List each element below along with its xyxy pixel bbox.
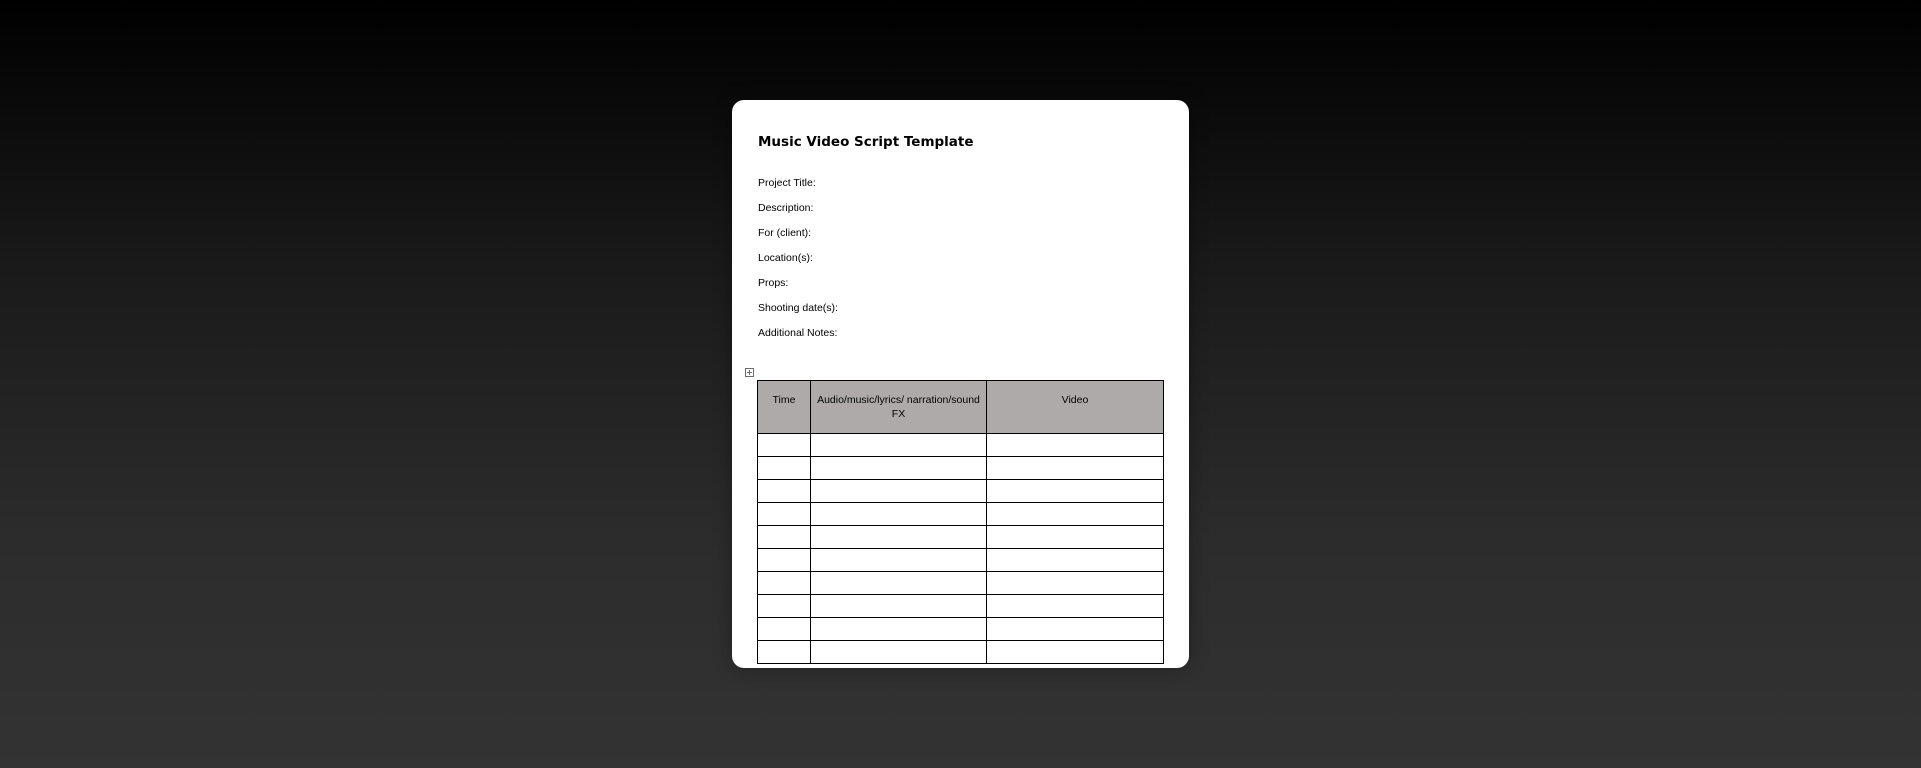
cell-video[interactable] [987, 503, 1164, 526]
field-list [758, 176, 838, 351]
cell-audio[interactable] [811, 641, 987, 664]
table-row [758, 595, 1164, 618]
table-row [758, 572, 1164, 595]
cell-video[interactable] [987, 480, 1164, 503]
cell-time[interactable] [758, 480, 811, 503]
field-shooting-dates: Shooting date(s): [758, 302, 838, 314]
field-description: Description: [758, 202, 814, 214]
field-props: Props: [758, 277, 789, 289]
script-table [757, 380, 1164, 664]
cell-time[interactable] [758, 503, 811, 526]
cell-audio[interactable] [811, 480, 987, 503]
cell-audio[interactable] [811, 618, 987, 641]
cell-video[interactable] [987, 641, 1164, 664]
cell-time[interactable] [758, 641, 811, 664]
cell-time[interactable] [758, 618, 811, 641]
cell-audio[interactable] [811, 434, 987, 457]
cell-audio[interactable] [811, 595, 987, 618]
document-page [732, 100, 1189, 668]
table-body [758, 434, 1164, 664]
cell-time[interactable] [758, 526, 811, 549]
table-header-row [758, 381, 1164, 434]
table-row [758, 549, 1164, 572]
cell-time[interactable] [758, 434, 811, 457]
field-additional-notes: Additional Notes: [758, 327, 838, 339]
table-row [758, 526, 1164, 549]
cell-audio[interactable] [811, 503, 987, 526]
cell-video[interactable] [987, 549, 1164, 572]
table-row [758, 503, 1164, 526]
table-row [758, 618, 1164, 641]
table-row [758, 457, 1164, 480]
field-locations: Location(s): [758, 252, 813, 264]
cell-video[interactable] [987, 595, 1164, 618]
field-project-title: Project Title: [758, 177, 816, 189]
cell-video[interactable] [987, 572, 1164, 595]
cell-time[interactable] [758, 457, 811, 480]
cell-audio[interactable] [811, 572, 987, 595]
cell-audio[interactable] [811, 457, 987, 480]
header-audio: Audio/music/lyrics/ narration/sound FX [811, 381, 987, 434]
cell-video[interactable] [987, 457, 1164, 480]
cell-time[interactable] [758, 595, 811, 618]
document-title: Music Video Script Template [758, 134, 974, 150]
table-row [758, 480, 1164, 503]
cell-video[interactable] [987, 434, 1164, 457]
field-client: For (client): [758, 227, 812, 239]
table-row [758, 641, 1164, 664]
header-video: Video [987, 381, 1164, 434]
header-time: Time [758, 381, 811, 434]
table-move-handle-icon[interactable] [745, 368, 754, 377]
cell-time[interactable] [758, 572, 811, 595]
cell-video[interactable] [987, 526, 1164, 549]
cell-video[interactable] [987, 618, 1164, 641]
cell-audio[interactable] [811, 549, 987, 572]
cell-audio[interactable] [811, 526, 987, 549]
table-row [758, 434, 1164, 457]
cell-time[interactable] [758, 549, 811, 572]
